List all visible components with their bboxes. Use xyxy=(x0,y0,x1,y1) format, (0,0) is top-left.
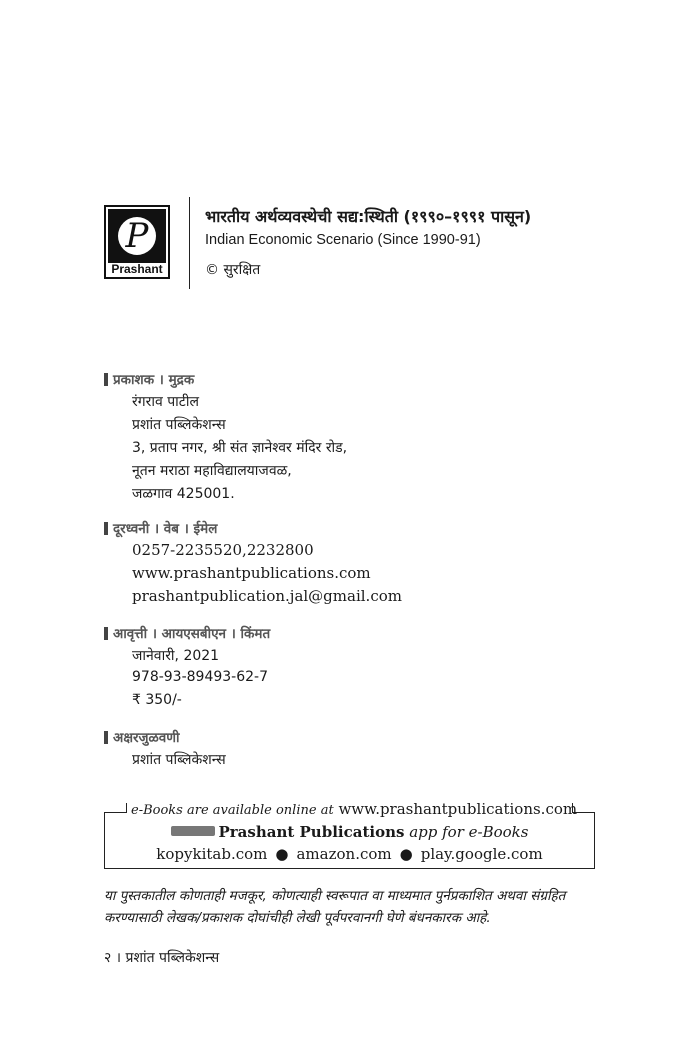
typesetting-value: प्रशांत पब्लिकेशन्स xyxy=(132,752,226,768)
section-marker xyxy=(104,373,108,386)
site-google-play[interactable]: play.google.com xyxy=(420,845,543,863)
section-marker xyxy=(104,731,108,744)
ebook-app-suffix: app for e-Books xyxy=(409,823,529,841)
contact-heading xyxy=(104,519,217,537)
ebook-intro: e-Books are available online at xyxy=(131,803,334,818)
edition-price: ₹ 350/- xyxy=(132,692,182,708)
publisher-address-2: नूतन मराठा महाविद्यालयाजवळ, xyxy=(132,463,292,479)
ebook-sites xyxy=(104,845,595,863)
publisher-company: प्रशांत पब्लिकेशन्स xyxy=(132,417,226,433)
section-marker xyxy=(104,627,108,640)
contact-phone: 0257-2235520,2232800 xyxy=(132,541,314,559)
bullet-icon: ● xyxy=(399,845,413,863)
section-marker xyxy=(104,522,108,535)
publisher-address-1: 3, प्रताप नगर, श्री संत ज्ञानेश्वर मंदिर रोड, xyxy=(132,440,348,456)
site-kopykitab[interactable]: kopykitab.com xyxy=(156,845,268,863)
publisher-heading-text: प्रकाशक । मुद्रक xyxy=(113,372,195,388)
page-footer: २ । प्रशांत पब्लिकेशन्स xyxy=(104,950,220,966)
edition-isbn: 978-93-89493-62-7 xyxy=(132,669,269,685)
ebook-app-line xyxy=(104,823,595,841)
header-divider xyxy=(189,197,190,289)
edition-date: जानेवारी, 2021 xyxy=(132,648,220,664)
publisher-heading xyxy=(104,370,194,388)
publisher-name: रंगराव पाटील xyxy=(132,394,199,410)
site-amazon[interactable]: amazon.com xyxy=(296,845,392,863)
publisher-address-3: जळगाव 425001. xyxy=(132,486,235,502)
bullet-icon: ● xyxy=(275,845,289,863)
logo-mark xyxy=(108,209,166,263)
edition-heading xyxy=(104,624,270,642)
copyright-restriction-notice: या पुस्तकातील कोणताही मजकूर, कोणत्याही स्वरूपात वा माध्यमात पुर्नप्रकाशित अथवा संग्रहित करण्यासाठी लेखक/प्रकाशक दोघांचीही लेखी पूर्वपरवानगी घेणे बंधनकारक आहे. xyxy=(104,888,566,926)
book-title-marathi: भारतीय अर्थव्यवस्थेची सद्य:स्थिती (१९९०–१९९१ पासून) xyxy=(205,207,532,226)
ebook-url[interactable]: www.prashantpublications.com xyxy=(338,800,578,818)
ebook-box-top-left xyxy=(104,812,126,813)
logo-letter: P xyxy=(125,216,149,256)
download-badge-icon xyxy=(171,826,215,836)
contact-website[interactable]: www.prashantpublications.com xyxy=(132,564,371,582)
contact-heading-text: दूरध्वनी । वेब । ईमेल xyxy=(113,521,218,537)
ebook-app-name: Prashant Publications xyxy=(218,823,405,841)
logo-text: Prashant xyxy=(111,262,163,276)
edition-heading-text: आवृत्ती । आयएसबीएन । किंमत xyxy=(113,626,271,642)
ebook-heading xyxy=(131,800,578,818)
typesetting-heading-text: अक्षरजुळवणी xyxy=(113,730,180,746)
ebook-box-tick-left xyxy=(126,803,127,813)
book-title-english: Indian Economic Scenario (Since 1990-91) xyxy=(205,232,481,248)
typesetting-heading xyxy=(104,728,180,746)
publisher-logo xyxy=(104,205,170,279)
copyright-notice: © सुरक्षित xyxy=(205,262,261,278)
contact-email[interactable]: prashantpublication.jal@gmail.com xyxy=(132,587,402,605)
